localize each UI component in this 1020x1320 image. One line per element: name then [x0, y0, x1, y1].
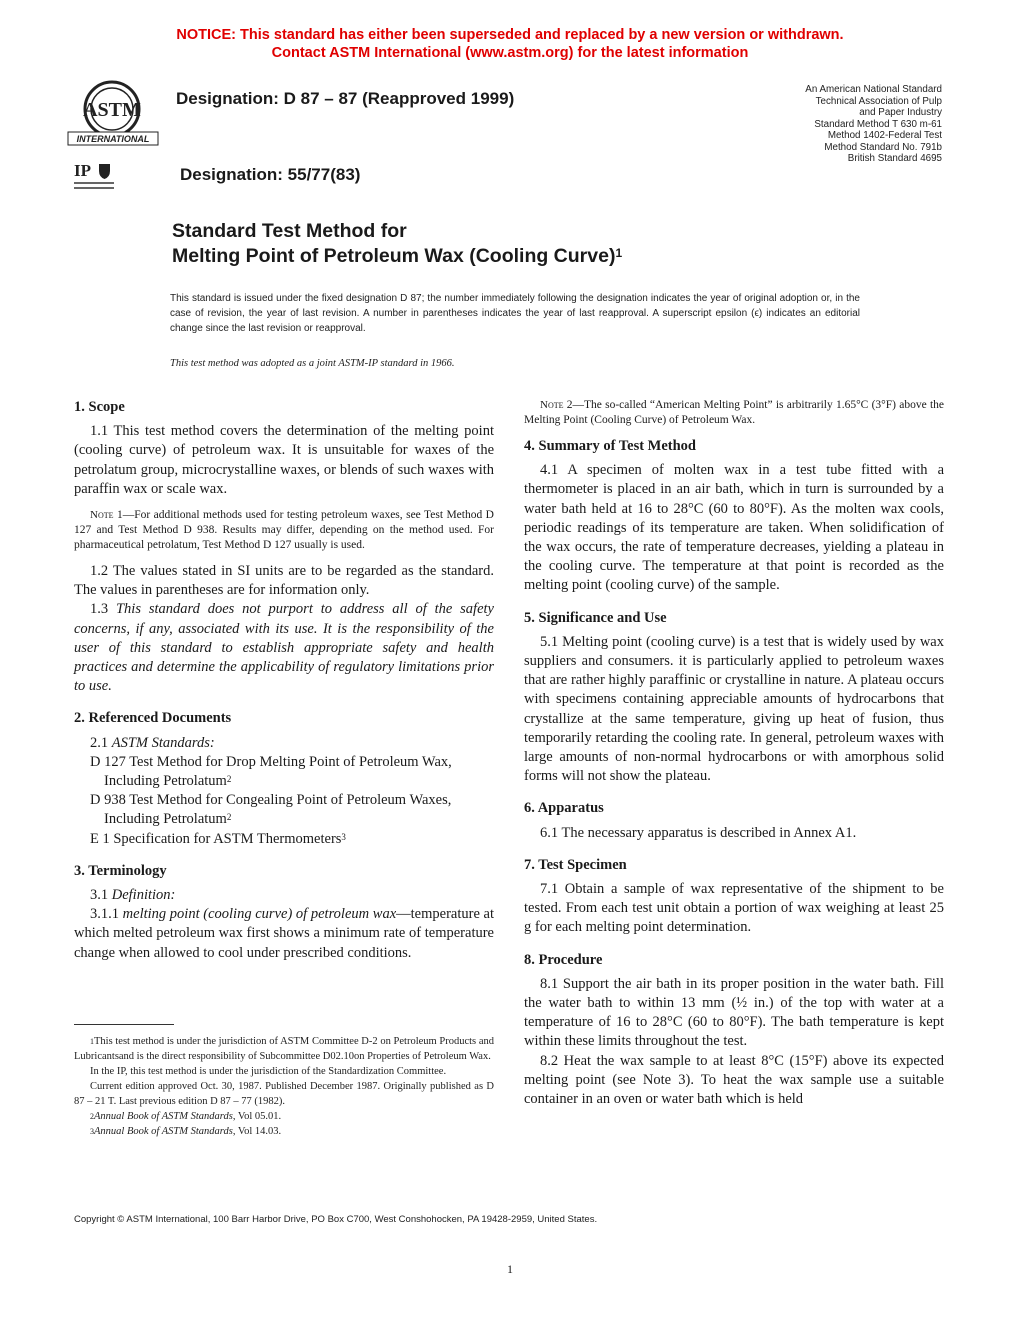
- footnote-rule: [74, 1024, 174, 1025]
- natstd-line: An American National Standard: [805, 84, 942, 95]
- ip-logo-text: IP: [74, 161, 91, 180]
- astm-logo-banner: INTERNATIONAL: [76, 134, 150, 144]
- footnote: $^3$Annual Book of ASTM Standards, Vol 14.03.: [90, 1126, 282, 1137]
- natstd-line: Method 1402-Federal Test: [827, 130, 942, 141]
- paragraph: 4.1 A specimen of molten wax in a test tube fitted with a thermometer is placed in an air bath, which in turn is surrounded by a water bath held at 16 to 28°C (60 to 80°F). As the molten wax cools, periodic readings of its temperature are taken. When solidification of the wax occurs, the rate of temperature decreases, yielding a plateau in the cooling curve. The temperature at that point is recorded as the melting point (cooling curve) of the sample.: [524, 462, 944, 594]
- title-line-2: Melting Point of Petroleum Wax (Cooling Curve)$^1$: [172, 245, 623, 267]
- footnote: In the IP, this test method is under the jurisdiction of the Standardization Committee.: [90, 1066, 447, 1077]
- paragraph: 7.1 Obtain a sample of wax representative of the shipment to be tested. From each test unit obtain a portion of wax weighing at least 25 g for each melting point determination.: [524, 881, 944, 936]
- paragraph: 3.1.1 melting point (cooling curve) of petroleum wax—temperature at which melted petroleum wax first shows a minimum rate of temperature change when allowed to cool under prescribed conditions.: [74, 906, 494, 961]
- paragraph: 6.1 The necessary apparatus is described in Annex A1.: [540, 824, 857, 841]
- natstd-line: Standard Method T 630 m-61: [814, 118, 942, 130]
- paragraph: 1.2 The values stated in SI units are to be regarded as the standard. The values in parentheses are for information only.: [74, 563, 494, 599]
- paragraph: 8.1 Support the air bath in its proper position in the water bath. Fill the water bath to within 13 mm (½ in.) of the top with water at a temperature of 16 to 28°C (60 to 80°F). The bath temperature is kept within these limits throughout the test.: [524, 975, 944, 1050]
- astm-logo-icon: [66, 80, 160, 148]
- ip-designation: Designation: 55/77(83): [180, 165, 361, 184]
- adoption-statement: This test method was adopted as a joint ASTM-IP standard in 1966.: [170, 358, 455, 369]
- section-heading: 6. Apparatus: [524, 800, 604, 817]
- right-column: [524, 398, 944, 1109]
- section-heading: 7. Test Specimen: [524, 856, 627, 873]
- reference-item: D 127 Test Method for Drop Melting Point of Petroleum Wax, Including Petrolatum$^2$: [90, 753, 452, 790]
- paragraph: 1.1 This test method covers the determination of the melting point (cooling curve) of petroleum wax. It is unsuitable for waxes of the petrolatum group, microcrystalline waxes, or blends of such waxes with paraffin wax or scale wax.: [74, 423, 494, 497]
- national-standard-block: [805, 84, 942, 165]
- natstd-line: Technical Association of Pulp: [815, 95, 942, 107]
- page-number: 1: [507, 1262, 513, 1276]
- title-line-1: Standard Test Method for: [172, 220, 407, 242]
- footnotes: [74, 1034, 494, 1139]
- section-heading: 4. Summary of Test Method: [524, 438, 696, 454]
- note: Note 1—For additional methods used for testing petroleum waxes, see Test Method D 127 and Test Method D 938. Results may differ, depending on the method used. For pharmaceutical petrolatum, Test Method D 127 usually is used.: [74, 509, 494, 552]
- note: Note 2—The so-called “American Melting Point” is arbitrarily 1.65°C (3°F) above the Melting Point (Cooling Curve) of Petroleum Wax.: [524, 399, 944, 426]
- section-heading: 1. Scope: [74, 399, 125, 415]
- footnote: $^2$Annual Book of ASTM Standards, Vol 05.01.: [90, 1111, 282, 1122]
- natstd-line: Method Standard No. 791b: [824, 141, 942, 153]
- natstd-line: and Paper Industry: [859, 107, 942, 118]
- section-heading: 8. Procedure: [524, 951, 603, 968]
- reference-item: E 1 Specification for ASTM Thermometers$^3$: [90, 830, 346, 847]
- left-column: [74, 398, 494, 963]
- section-heading: 5. Significance and Use: [524, 609, 667, 626]
- paragraph: 2.1 ASTM Standards:: [90, 734, 215, 751]
- withdrawal-notice: [0, 26, 1020, 62]
- footnote: Current edition approved Oct. 30, 1987. Published December 1987. Originally published as D 87 – 21 T. Last previous edition D 87 – 77 (1982).: [74, 1081, 494, 1107]
- paragraph: 8.2 Heat the wax sample to at least 8°C (15°F) above its expected melting point (see Note 3). To heat the wax sample use a suitable container in an oven or water bath which is held: [524, 1052, 944, 1108]
- footnote: $^1$This test method is under the jurisdiction of ASTM Committee D-2 on Petroleum Products and Lubricantsand is the direct responsibility of Subcommittee D02.10on Properties of Petroleum Wax.: [74, 1036, 494, 1062]
- document-title: [172, 219, 622, 269]
- issuance-statement: This standard is issued under the fixed designation D 87; the number immediately following the designation indicates the year of original adoption or, in the case of revision, the year of last revision. A number in parentheses indicates the year of last reapproval. A superscript epsilon (ϵ) indicates an editorial change since the last revision or reapproval.: [170, 293, 860, 334]
- copyright-line: Copyright © ASTM International, 100 Barr Harbor Drive, PO Box C700, West Conshohocken, PA 19428-2959, United States.: [74, 1214, 598, 1225]
- paragraph: 3.1 Definition:: [90, 887, 176, 904]
- section-heading: 2. Referenced Documents: [74, 710, 232, 727]
- reference-item: D 938 Test Method for Congealing Point of Petroleum Waxes, Including Petrolatum$^2$: [90, 792, 452, 828]
- astm-designation: Designation: D 87 – 87 (Reapproved 1999): [176, 89, 515, 108]
- natstd-line: British Standard 4695: [847, 153, 942, 164]
- notice-line-1: NOTICE: This standard has either been superseded and replaced by a new version or withdrawn.: [176, 27, 844, 43]
- paragraph: 1.3 This standard does not purport to address all of the safety concerns, if any, associated with its use. It is the responsibility of the user of this standard to establish appropriate safety and health practices and determine the applicability of regulatory limitations prior to use.: [74, 601, 494, 695]
- ip-logo-icon: [74, 160, 116, 196]
- paragraph: 5.1 Melting point (cooling curve) is a test that is widely used by wax suppliers and consumers. it is particularly applied to petroleum waxes that are rather highly paraffinic or crystalline in nature. A plateau occurs with specimens containing appreciable amounts of hydrocarbons that crystallize at the same temperature, giving up heat of fusion, thus temporarily retarding the cooling rate. In general, petroleum waxes with large amounts of non-normal hydrocarbons or with amorphous solid forms will not show the plateau.: [524, 633, 944, 785]
- astm-logo-text: ASTM: [83, 99, 141, 121]
- section-heading: 3. Terminology: [74, 862, 167, 879]
- notice-line-2: Contact ASTM International (www.astm.org) for the latest information: [271, 45, 749, 61]
